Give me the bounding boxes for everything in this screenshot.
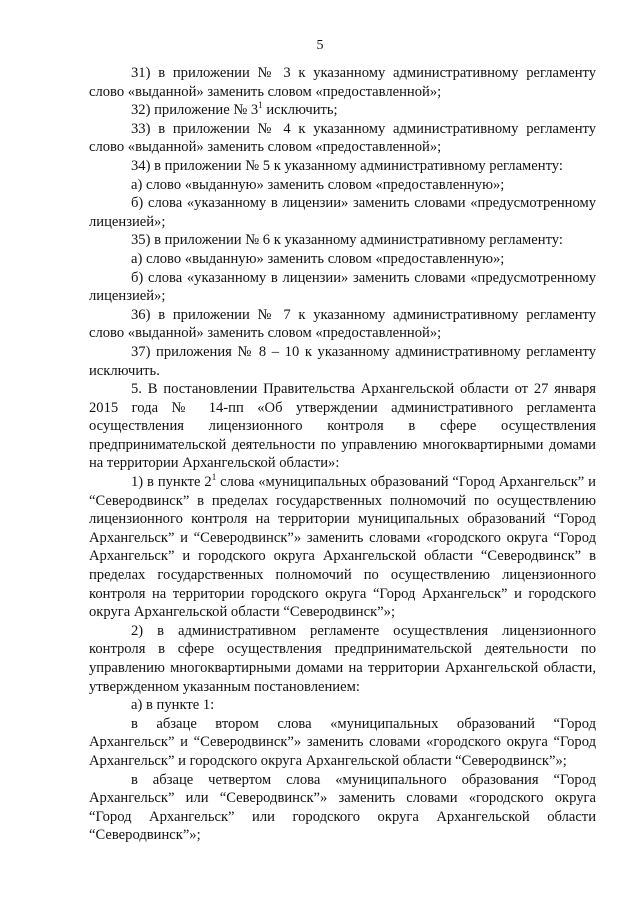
paragraph-p5_2a: [89, 696, 596, 715]
paragraph-text: а) слово «выданную» заменить словом «предоставленную»;: [131, 176, 505, 193]
page-number: 5: [316, 38, 324, 53]
paragraph-text: 32) приложение № 3: [131, 102, 259, 119]
document-body: [89, 64, 596, 845]
paragraph-text: 2) в административном регламенте осуществления лицензионного контроля в сфере осуществления предпринимательской деятельности по управлению многоквартирными домами на территории Архангельской области, утвержденном указанным постановлением:: [89, 622, 596, 695]
paragraph-p5_2: [89, 622, 596, 696]
paragraph-text: а) в пункте 1:: [131, 697, 215, 714]
paragraph-text: б) слова «указанному в лицензии» заменить словами «предусмотренному лицензией»;: [89, 269, 596, 305]
paragraph-text: слова «муниципальных образований “Город Архангельск” и “Северодвинск” в пределах государственных полномочий по осуществлению лицензионного контроля на территории муниципальных образований “Город Архангельск” и “Северодвинск”» заменить словами «городского округа “Город Архангельск” и городского округа Архангельской области “Северодвинск” в пределах государственных полномочий по осуществлению лицензионного контроля на территории городского округа “Город Архангельск” и городского округа Архангельской области “Северодвинск”»;: [89, 474, 596, 621]
paragraph-text: б) слова «указанному в лицензии» заменить словами «предусмотренному лицензией»;: [89, 195, 596, 230]
paragraph-p34a: [89, 176, 596, 195]
paragraph-text: 33) в приложении № 4 к указанному административному регламенту слово «выданной» заменить словом «предоставленной»;: [89, 120, 596, 156]
paragraph-p5_1: [89, 473, 596, 622]
paragraph-text: 34) в приложении № 5 к указанному административному регламенту:: [131, 157, 563, 174]
paragraph-p5: [89, 380, 596, 473]
paragraph-text: 31) в приложении № 3 к указанному административному регламенту слово «выданной» заменить словом «предоставленной»;: [89, 65, 596, 100]
paragraph-p32: [89, 101, 596, 120]
paragraph-text: в абзаце втором слова «муниципальных образований “Город Архангельск” и “Северодвинск”» заменить словами «городского округа “Город Архангельск” и городского округа Архангельской области “Северодвинск”»;: [89, 715, 596, 769]
paragraph-p36: [89, 306, 596, 343]
paragraph-text: 1) в пункте 2: [131, 474, 212, 491]
paragraph-p31: [89, 64, 596, 101]
paragraph-text: 37) приложения № 8 – 10 к указанному административному регламенту исключить.: [89, 343, 596, 379]
paragraph-p33: [89, 120, 596, 157]
paragraph-p35a: [89, 250, 596, 269]
paragraph-text: 36) в приложении № 7 к указанному административному регламенту слово «выданной» заменить словом «предоставленной»;: [89, 306, 596, 342]
superscript-index: 1: [211, 472, 217, 483]
paragraph-p5_2a1: [89, 715, 596, 771]
paragraph-p35b: [89, 269, 596, 306]
paragraph-p34b: [89, 194, 596, 231]
paragraph-text: 5. В постановлении Правительства Архангельской области от 27 января 2015 года № 14-пп «Об утверждении административного регламента осуществления лицензионного контроля в сфере осуществления предпринимательской деятельности по управлению многоквартирными домами на территории Архангельской области»:: [89, 381, 596, 472]
paragraph-text: в абзаце четвертом слова «муниципального образования “Город Архангельск” или “Северодвинск”» заменить словами «городского округа “Город Архангельск” или городского округа Архангельской области “Северодвинск”»;: [89, 771, 596, 844]
paragraph-p34: [89, 157, 596, 176]
paragraph-p5_2a2: [89, 771, 596, 845]
superscript-index: 1: [258, 100, 263, 111]
paragraph-text: а) слово «выданную» заменить словом «предоставленную»;: [131, 250, 505, 267]
paragraph-text: 35) в приложении № 6 к указанному административному регламенту:: [131, 232, 563, 249]
paragraph-text: исключить;: [262, 102, 338, 119]
paragraph-p37: [89, 343, 596, 380]
paragraph-p35: [89, 231, 596, 250]
